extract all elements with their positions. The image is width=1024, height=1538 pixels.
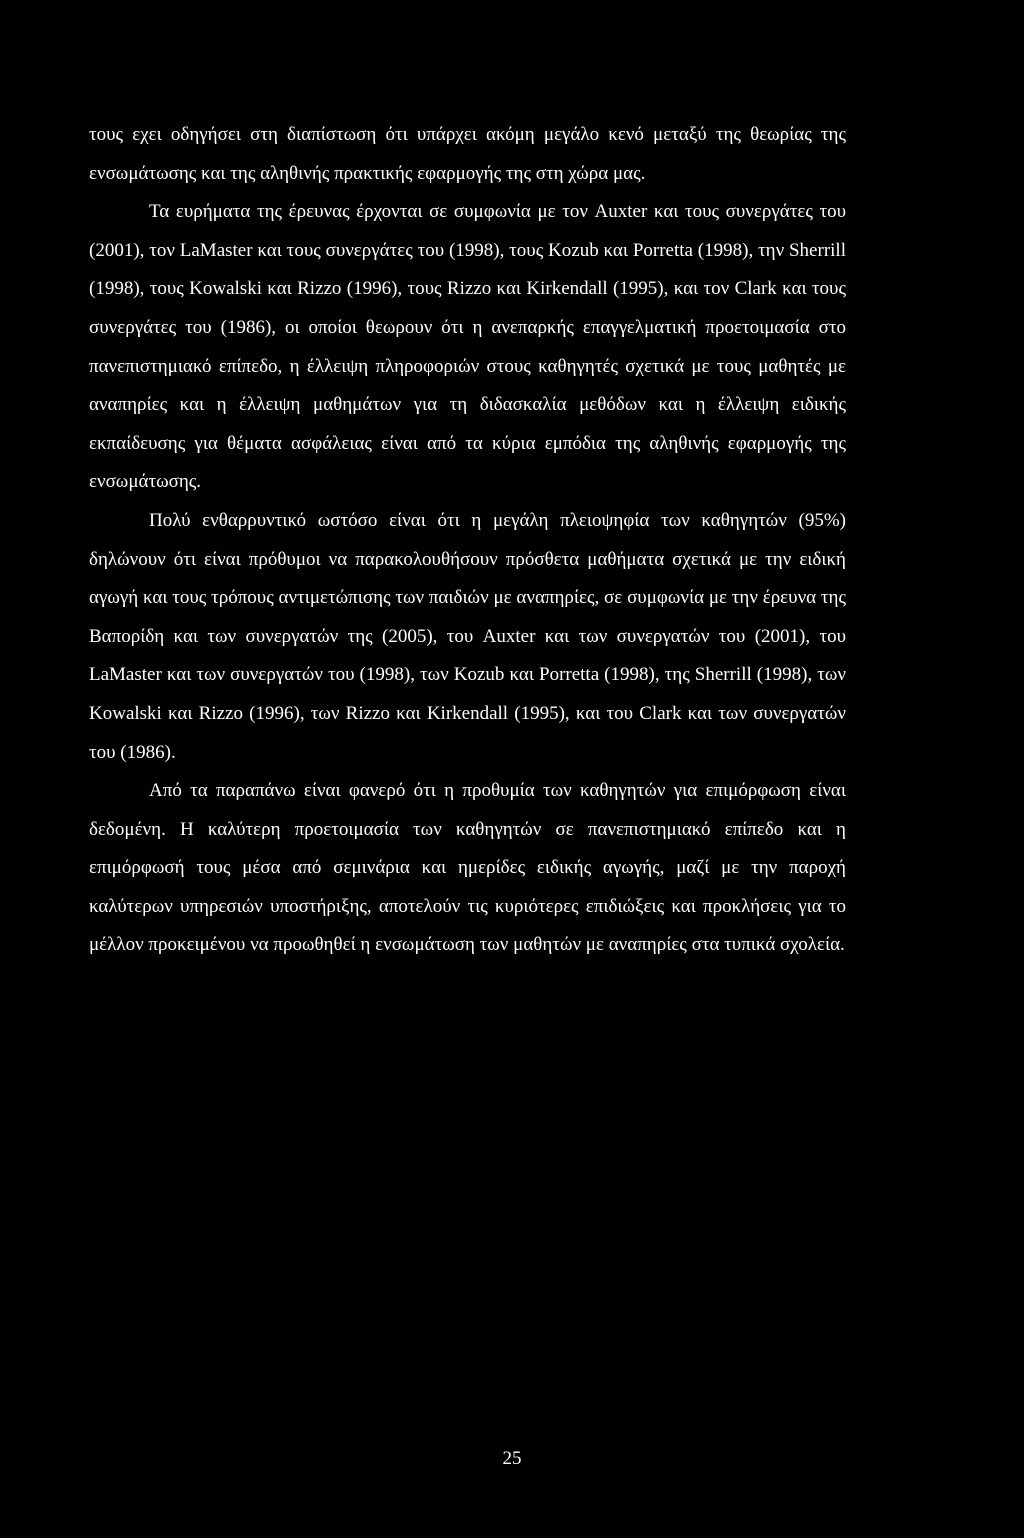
paragraph-4: Από τα παραπάνω είναι φανερό ότι η προθυμία των καθηγητών για επιμόρφωση είναι δεδομένη. Η καλύτερη προετοιμασία των καθηγητών σε πανεπιστημιακό επίπεδο και η επιμόρφωσή τους μέσα από σεμινάρια και ημερίδες ειδικής αγωγής, μαζί με την παροχή καλύτερων υπηρεσιών υποστήριξης, αποτελούν τις κυριότερες επιδιώξεις και προκλήσεις για το μέλλον προκειμένου να προωθηθεί η ενσωμάτωση των μαθητών με αναπηρίες στα τυπικά σχολεία. [89,780,846,956]
body-text [89,116,846,965]
page-number: 25 [502,1448,522,1469]
paragraph-1: τους εχει οδηγήσει στη διαπίστωση ότι υπάρχει ακόμη μεγάλο κενό μεταξύ της θεωρίας της ενσωμάτωσης και της αληθινής πρακτικής εφαρμογής της στη χώρα μας. [89,124,846,184]
paragraph-2: Τα ευρήματα της έρευνας έρχονται σε συμφωνία με τον Auxter και τους συνεργάτες του (2001), τον LaMaster και τους συνεργάτες του (1998), τους Kozub και Porretta (1998), την Sherrill (1998), τους Kowalski και Rizzo (1996), τους Rizzo και Kirkendall (1995), και τον Clark και τους συνεργάτες του (1986), οι οποίοι θεωρουν ότι η ανεπαρκής επαγγελματική προετοιμασία στο πανεπιστημιακό επίπεδο, η έλλειψη πληροφοριών στους καθηγητές σχετικά με τους μαθητές με αναπηρίες και η έλλειψη μαθημάτων για τη διδασκαλία μεθόδων και η έλλειψη ειδικής εκπαίδευσης για θέματα ασφάλειας είναι από τα κύρια εμπόδια της αληθινής εφαρμογής της ενσωμάτωσης. [89,201,846,493]
paragraph-3: Πολύ ενθαρρυντικό ωστόσο είναι ότι η μεγάλη πλειοψηφία των καθηγητών (95%) δηλώνουν ότι είναι πρόθυμοι να παρακολουθήσουν πρόσθετα μαθήματα σχετικά με την ειδική αγωγή και τους τρόπους αντιμετώπισης των παιδιών με αναπηρίες, σε συμφωνία με την έρευνα της Βαπορίδη και των συνεργατών της (2005), του Auxter και των συνεργατών του (2001), του LaMaster και των συνεργατών του (1998), των Kozub και Porretta (1998), της Sherrill (1998), των Kowalski και Rizzo (1996), των Rizzo και Kirkendall (1995), και του Clark και των συνεργατών του (1986). [89,509,846,763]
